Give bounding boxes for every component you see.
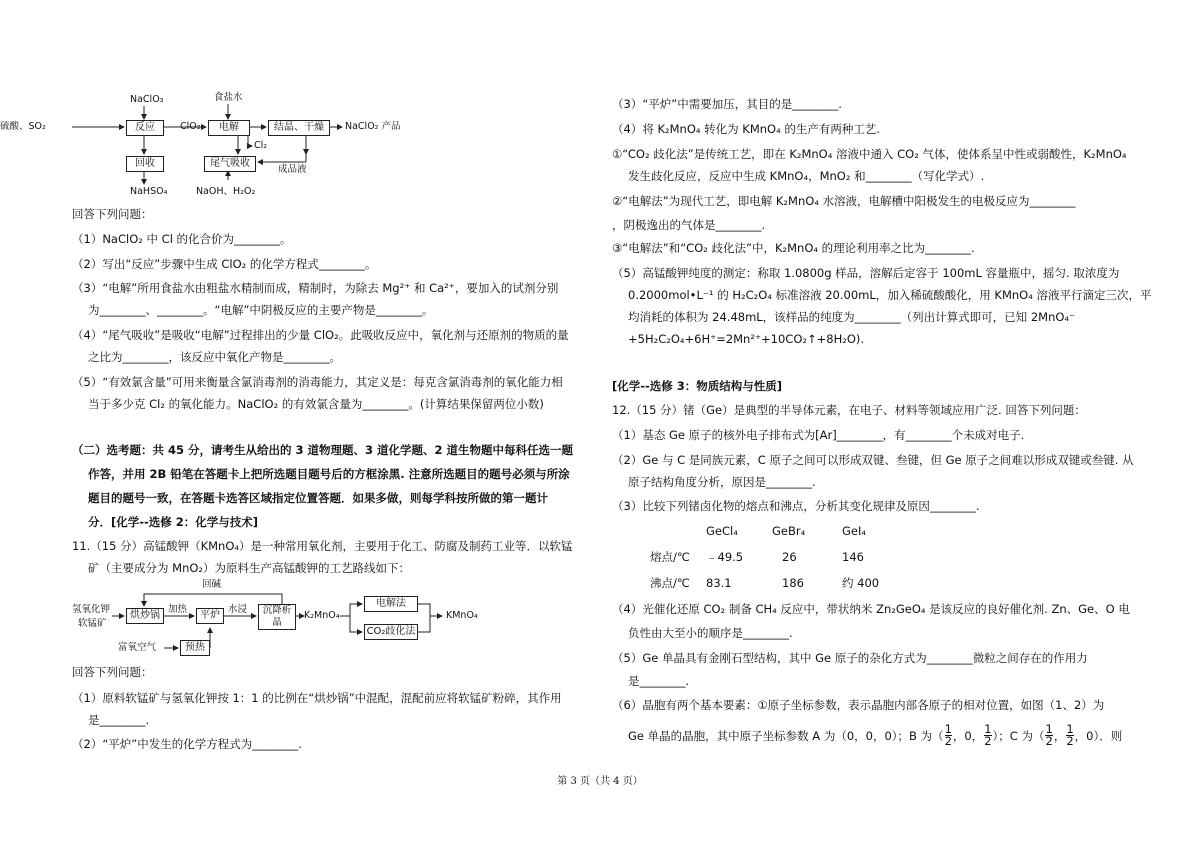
table-cell: 约 400 (842, 576, 880, 590)
question-11-4-1-line2: 发生歧化反应，反应中生成 KMnO₄，MnO₂ 和________（写化学式）. (628, 169, 985, 183)
input-salt-water: 食盐水 (214, 92, 243, 103)
question-12-2-line1: （2）Ge 与 C 是同族元素，C 原子之间可以形成双键、叁键，但 Ge 原子之间难以形成双键或叁键. 从 (612, 453, 1134, 467)
q12-6-text-pre: Ge 单晶的晶胞，其中原子坐标参数 A 为（0，0，0）；B 为（ (628, 728, 944, 743)
fraction-numerator: 1 (1066, 722, 1074, 736)
product-kmno4: KMnO₄ (446, 610, 478, 621)
box-crystallize-dry: 结晶、干燥 (268, 120, 330, 136)
output-nahso4: NaHSO₄ (130, 186, 168, 197)
process-diagram-naclo2 (0, 92, 432, 202)
q12-6-text-mid: ，0， (952, 728, 984, 743)
germanium-halide-table (650, 518, 902, 596)
question-12-4-line2: 负性由大至小的顺序是________. (628, 626, 793, 640)
question-11-line2: 矿（主要成分为 MnO₂）为原料生产高锰酸钾的工艺路线如下： (88, 561, 411, 575)
process-diagram-kmno4 (72, 576, 502, 664)
box-preheat: 预热 (180, 640, 210, 656)
box-tail-gas: 尾气吸收 (204, 156, 256, 172)
question-12-3: （3）比较下列锗卤化物的熔点和沸点，分析其变化规律及原因________. (612, 499, 980, 513)
table-row (650, 544, 902, 570)
label-cl2: Cl₂ (254, 140, 268, 151)
product-naclo2: NaClO₂ 产品 (345, 121, 401, 132)
question-11-5-line4: +5H₂C₂O₄+6H⁺=2Mn²⁺+10CO₂↑+8H₂O). (628, 332, 865, 346)
question-4-line1: （4）“尾气吸收”是吸收“电解”过程排出的少量 ClO₂。此吸收反应中，氧化剂与还原剂的物质的量 (72, 328, 569, 342)
question-11-5-line1: （5）高锰酸钾纯度的测定：称取 1.0800g 样品，溶解后定容于 100mL 容量瓶中，摇匀. 取浓度为 (612, 266, 1120, 280)
box-recycle: 回收 (126, 156, 164, 172)
fraction-denominator: 2 (1045, 734, 1053, 748)
input-naclo3: NaClO₃ (130, 94, 164, 105)
fraction-denominator: 2 (944, 734, 952, 748)
table-header-cell: GeBr₄ (772, 524, 806, 538)
box-reaction: 反应 (126, 120, 164, 136)
section-3-heading: [化学--选修 3：物质结构与性质] (612, 379, 783, 393)
input-koh: 氢氧化钾 (72, 604, 111, 615)
box-flat-furnace: 平炉 (196, 608, 224, 624)
label-clo2: ClO₂ (180, 121, 201, 132)
question-11-4-2-line2: ，阴极逸出的气体是________. (612, 218, 766, 232)
table-cell: 186 (782, 576, 804, 590)
section-2-line1: （二）选考题：共 45 分，请考生从给出的 3 道物理题、3 道化学题、2 道生物题中每科任选一题 (72, 443, 574, 457)
section-2-line3: 题目的题号一致，在答题卡选答区域指定位置答题．如果多做，则每学科按所做的第一题计 (88, 491, 548, 505)
table-cell: 熔点/℃ (650, 550, 690, 564)
box-co2-disproportionation: CO₂歧化法 (364, 624, 418, 640)
section-2-line4: 分．[化学--选修 2：化学与技术] (88, 515, 259, 529)
table-row (650, 570, 902, 596)
question-11-5-line3: 均消耗的体积为 24.48mL，该样品的纯度为________（列出计算式即可，已知 2MnO₄⁻ (628, 310, 1076, 324)
table-header-cell: GeCl₄ (706, 524, 738, 538)
question-11-intro: 回答下列问题： (72, 665, 153, 679)
label-heat: 加热 (168, 604, 188, 615)
question-11-4-2-line1: ②“电解法”为现代工艺，即电解 K₂MnO₄ 水溶液，电解槽中阳极发生的电极反应为________ (612, 194, 1076, 208)
question-12-6-line2 (628, 724, 1122, 747)
question-12-5-line1: （5）Ge 单晶具有金刚石型结构，其中 Ge 原子的杂化方式为________微粒之间存在的作用力 (612, 651, 1088, 665)
question-11-4-1-line1: ①“CO₂ 歧化法”是传统工艺，即在 K₂MnO₄ 溶液中通入 CO₂ 气体，使体系呈中性或弱酸性，K₂MnO₄ (612, 147, 1127, 161)
table-cell: 146 (842, 550, 864, 564)
input-pyrolusite: 软锰矿 (78, 618, 107, 629)
question-12: 12.（15 分）锗（Ge）是典型的半导体元素，在电子、材料等领域应用广泛. 回答下列问题： (612, 403, 1086, 417)
question-11-4-3: ③“电解法”和“CO₂ 歧化法”中，K₂MnO₄ 的理论利用率之比为________. (612, 241, 975, 255)
fraction-numerator: 1 (1045, 722, 1053, 736)
q12-6-text-post: ，0）．则 (1074, 728, 1123, 743)
q12-6-text-mid2: ）；C 为（ (992, 728, 1045, 743)
table-header-cell: GeI₄ (842, 524, 866, 538)
table-cell: 26 (782, 550, 797, 564)
fraction-half (945, 724, 952, 747)
fraction-numerator: 1 (944, 722, 952, 736)
box-settle-crystallize: 沉降析晶 (258, 604, 296, 630)
question-12-4-line1: （4）光催化还原 CO₂ 制备 CH₄ 反应中，带状纳米 Zn₂GeO₄ 是该反应的良好催化剂. Zn、Ge、O 电 (612, 602, 1130, 616)
question-3-line1: （3）“电解”所用食盐水由粗盐水精制而成，精制时，为除去 Mg²⁺ 和 Ca²⁺，要加入的试剂分别 (72, 281, 559, 295)
page-footer: 第 3 页（共 4 页） (557, 776, 643, 787)
input-acid-so2: 硫酸、SO₂ (0, 121, 46, 132)
label-k2mno4: K₂MnO₄ (304, 610, 340, 621)
table-cell: 沸点/℃ (650, 576, 690, 590)
question-11-2: （2）“平炉”中发生的化学方程式为________. (72, 737, 302, 751)
label-water-leach: 水浸 (228, 604, 248, 615)
fraction-denominator: 2 (1066, 734, 1074, 748)
question-11-4: （4）将 K₂MnO₄ 转化为 KMnO₄ 的生产有两种工艺. (612, 122, 881, 136)
question-11-3: （3）“平炉”中需要加压，其目的是________. (612, 97, 842, 111)
question-5-line1: （5）“有效氯含量”可用来衡量含氯消毒剂的消毒能力，其定义是：每克含氯消毒剂的氧化能力相 (72, 375, 563, 389)
question-4-line2: 之比为________，该反应中氧化产物是________。 (88, 350, 341, 364)
question-3-line2: 为________、________。“电解”中阴极反应的主要产物是________。 (88, 303, 434, 317)
box-roasting-pot: 烘炒锅 (126, 608, 164, 624)
box-electrolysis: 电解 (208, 120, 250, 136)
question-12-5-line2: 是________. (628, 674, 690, 688)
input-naoh-h2o2: NaOH、H₂O₂ (196, 186, 256, 197)
fraction-half (1066, 724, 1073, 747)
table-cell: ﹣49.5 (706, 550, 744, 564)
table-header-row (650, 518, 902, 544)
question-12-1: （1）基态 Ge 原子的核外电子排布式为[Ar]________，有________个未成对电子. (612, 428, 1025, 442)
question-5-line2: 当于多少克 Cl₂ 的氧化能力。NaClO₂ 的有效氯含量为________。(计算结果保留两位小数) (88, 397, 544, 411)
fraction-numerator: 1 (984, 722, 992, 736)
question-12-2-line2: 原子结构角度分析，原因是________. (628, 475, 816, 489)
question-11-1-line2: 是________. (88, 713, 150, 727)
question-11-5-line2: 0.2000mol•L⁻¹ 的 H₂C₂O₄ 标准溶液 20.00mL，加入稀硫酸酸化，用 KMnO₄ 溶液平行滴定三次，平 (628, 288, 1152, 302)
table-cell: 83.1 (706, 576, 732, 590)
fraction-denominator: 2 (984, 734, 992, 748)
question-12-6-line1: （6）晶胞有两个基本要素：①原子坐标参数，表示晶胞内部各原子的相对位置，如图（1、2）为 (612, 698, 1105, 712)
question-11-line1: 11.（15 分）高锰酸钾（KMnO₄）是一种常用氧化剂，主要用于化工、防腐及制药工业等．以软锰 (72, 539, 573, 553)
table-header-cell (650, 518, 706, 544)
q-intro: 回答下列问题： (72, 207, 153, 221)
box-electrolysis-method: 电解法 (364, 596, 418, 612)
q12-6-text-comma: ， (1053, 728, 1066, 743)
label-mother-liquor: 成品液 (278, 164, 307, 175)
fraction-half (984, 724, 991, 747)
section-2-line2: 作答，并用 2B 铅笔在答题卡上把所选题目题号后的方框涂黑. 注意所选题目的题号必须与所涂 (88, 467, 570, 481)
fraction-half (1045, 724, 1052, 747)
question-1: （1）NaClO₂ 中 Cl 的化合价为________。 (72, 232, 292, 246)
input-oxygen-air: 富氧空气 (118, 642, 157, 653)
label-recycle-alkali: 回碱 (202, 579, 222, 590)
question-11-1-line1: （1）原料软锰矿与氢氧化钾按 1：1 的比例在“烘炒锅”中混配，混配前应将软锰矿粉碎，其作用 (72, 691, 562, 705)
question-2: （2）写出“反应”步骤中生成 ClO₂ 的化学方程式________。 (72, 257, 377, 271)
